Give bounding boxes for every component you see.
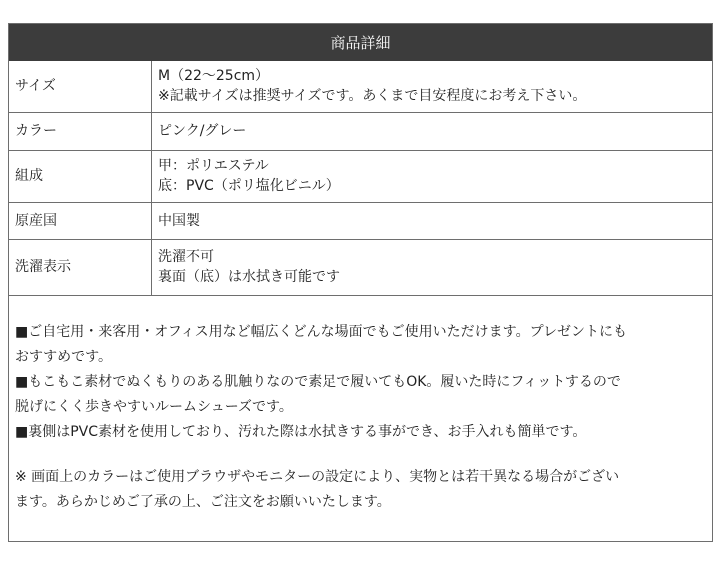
table-row: [9, 61, 712, 112]
spec-value-washing: [152, 239, 713, 295]
spec-value-line: ※記載サイズは推奨サイズです。あくまで目安程度にお考え下さい。: [158, 88, 587, 105]
spec-value-line: 洗濯不可: [158, 249, 214, 265]
spacer: [15, 445, 705, 465]
product-details-panel: [8, 23, 713, 542]
table-row: [9, 112, 712, 150]
spec-value-size: [152, 61, 713, 112]
spec-value-line: M（22〜25cm）: [158, 68, 270, 85]
note-line: ます。あらかじめご了承の上、ご注文をお願いいたします。: [15, 494, 391, 510]
spec-value-line: 甲：ポリエステル: [158, 158, 269, 174]
spec-value-color: [152, 112, 713, 150]
description-line: おすすめです。: [15, 349, 113, 365]
spec-label-origin: 原産国: [9, 202, 152, 239]
spec-value-line: 中国製: [158, 212, 200, 229]
spec-value-line: ピンク/グレー: [158, 123, 247, 139]
note-line: ※ 画面上のカラーはご使用ブラウザやモニターの設定により、実物とは若干異なる場合がござい: [15, 469, 620, 485]
spec-value-line: 裏面（底）は水拭き可能です: [158, 269, 340, 285]
spec-table: [9, 61, 712, 296]
description-line: ■もこもこ素材でぬくもりのある肌触りなので素足で履いてもOK。履いた時にフィットするので: [15, 374, 621, 390]
spec-label-size: サイズ: [9, 61, 152, 112]
spec-label-material: 組成: [9, 150, 152, 202]
spec-value-line: 底：PVC（ポリ塩化ビニル）: [158, 178, 340, 194]
spec-value-origin: [152, 202, 713, 239]
table-row: [9, 202, 712, 239]
description-line: 脱げにくく歩きやすいルームシューズです。: [15, 399, 293, 415]
description-line: ■ご自宅用・来客用・オフィス用など幅広くどんな場面でもご使用いただけます。プレゼントにも: [15, 324, 628, 340]
section-title: 商品詳細: [330, 34, 391, 52]
table-row: [9, 239, 712, 295]
product-description: [15, 320, 705, 515]
description-line: ■裏側はPVC素材を使用しており、汚れた際は水拭きする事ができ、お手入れも簡単です。: [15, 424, 587, 440]
section-header: [9, 24, 712, 61]
table-row: [9, 150, 712, 202]
spec-label-color: カラー: [9, 112, 152, 150]
spec-value-material: [152, 150, 713, 202]
spec-label-washing: 洗濯表示: [9, 239, 152, 295]
